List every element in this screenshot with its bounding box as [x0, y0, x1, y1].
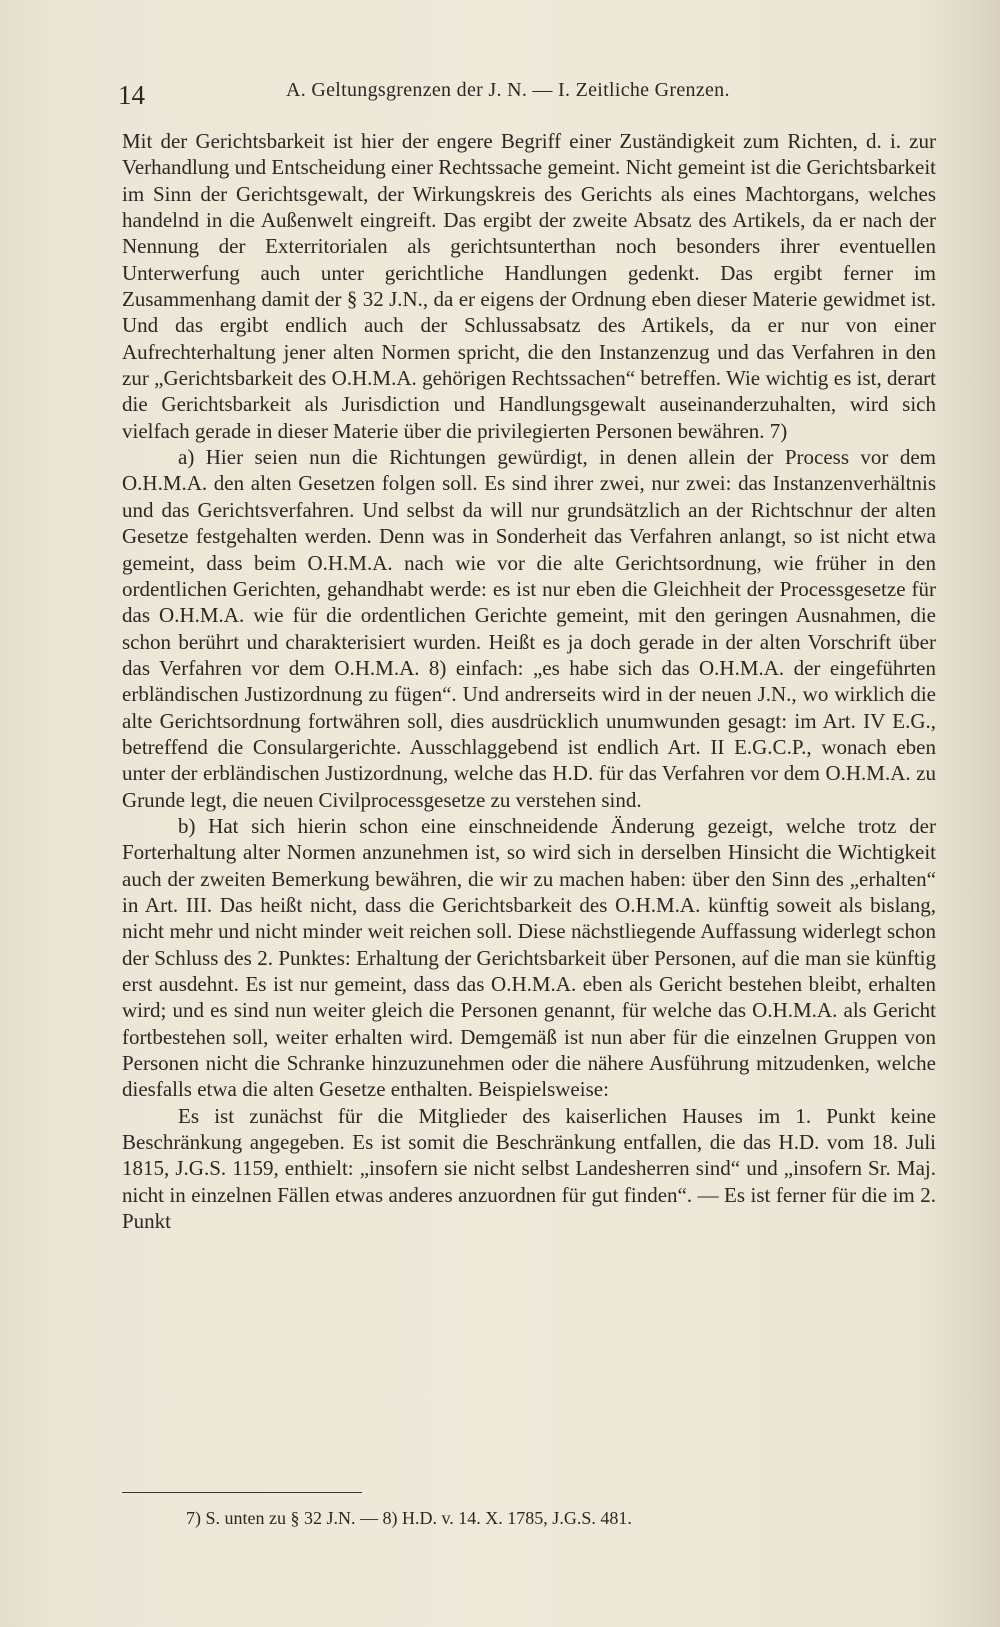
footnotes: 7) S. unten zu § 32 J.N. — 8) H.D. v. 14. X. 1785, J.G.S. 481.: [186, 1508, 632, 1528]
paragraph-3: b) Hat sich hierin schon eine einschneidende Änderung gezeigt, welche trotz der Forterhaltung alter Normen anzunehmen ist, so wird sich in derselben Hinsicht die Wichtigkeit auch der zweiten Bemerkung bewähren, die wir zu machen haben: über den Sinn des „erhalten“ in Art. III. Das heißt nicht, dass die Gerichtsbarkeit des O.H.M.A. künftig soweit als bislang, nicht mehr und nicht minder weit reichen soll. Diese nächstliegende Auffassung widerlegt schon der Schluss des 2. Punktes: Erhaltung der Gerichtsbarkeit über Personen, auf die man sie künftig erst ausdehnt. Es ist nur gemeint, dass das O.H.M.A. eben als Gericht bestehen bleibt, erhalten wird; und es sind nun weiter gleich die Personen genannt, für welche das O.H.M.A. als Gericht fortbestehen soll, weiter erhalten wird. Demgemäß ist nun aber für die einzelnen Gruppen von Personen nicht die Schranke hinzuzunehmen oder die nähere Ausführung mitzudenken, welche diesfalls etwa die alten Gesetze enthalten. Beispielsweise:: [122, 813, 936, 1102]
paragraph-4: Es ist zunächst für die Mitglieder des kaiserlichen Hauses im 1. Punkt keine Beschränkung angegeben. Es ist somit die Beschränkung entfallen, die das H.D. vom 18. Juli 1815, J.G.S. 1159, enthielt: „insofern sie nicht selbst Landesherren sind“ und „insofern Sr. Maj. nicht in einzelnen Fällen etwas anderes anzuordnen für gut finden“. — Es ist ferner für die im 2. Punkt: [122, 1103, 936, 1234]
page-number: 14: [118, 80, 145, 110]
paragraph-2: a) Hier seien nun die Richtungen gewürdigt, in denen allein der Process vor dem O.H.M.A. den alten Gesetzen folgen soll. Es sind ihrer zwei, nur zwei: das Instanzenverhältnis und das Gerichtsverfahren. Und selbst da will nur grundsätzlich an der Richtschnur der alten Gesetze festgehalten werden. Denn was in Sonderheit das Verfahren anlangt, so ist nicht etwa gemeint, dass beim O.H.M.A. nach wie vor die alte Gerichtsordnung, wie früher in den ordentlichen Gerichten, gehandhabt werde: es ist nur eben die Gleichheit der Processgesetze für das O.H.M.A. wie für die ordentlichen Gerichte gemeint, mit den geringen Ausnahmen, die schon berührt und charakterisiert wurden. Heißt es ja doch gerade in der alten Vorschrift über das Verfahren vor dem O.H.M.A. 8) einfach: „es habe sich das O.H.M.A. der eingeführten erbländischen Justizordnung zu fügen“. Und andrerseits wird in der neuen J.N., wo wirklich die alte Gerichtsordnung fortwähren soll, dies ausdrücklich unumwunden gesagt: im Art. IV E.G., betreffend die Consulargerichte. Ausschlaggebend ist endlich Art. II E.G.C.P., wonach eben unter der erbländischen Justizordnung, welche das H.D. für das Verfahren vor dem O.H.M.A. zu Grunde legt, die neuen Civilprocessgesetze zu verstehen sind.: [122, 445, 936, 812]
footnote-divider: [122, 1492, 362, 1493]
body-text: [122, 128, 936, 1234]
page-header: [118, 76, 938, 110]
running-head: A. Geltungsgrenzen der J. N. — I. Zeitliche Grenzen.: [286, 79, 730, 101]
paragraph-1: Mit der Gerichtsbarkeit ist hier der engere Begriff einer Zuständigkeit zum Richten, d. i. zur Verhandlung und Entscheidung einer Rechtssache gemeint. Nicht gemeint ist die Gerichtsbarkeit im Sinn der Gerichtsgewalt, der Wirkungskreis des Gerichts als eines Machtorgans, welches handelnd in die Außenwelt eingreift. Das ergibt der zweite Absatz des Artikels, da er nach der Nennung der Exterritorialen als gerichtsunterthan noch besonders ihrer eventuellen Unterwerfung auch unter gerichtliche Handlungen gedenkt. Das ergibt ferner im Zusammenhang damit der § 32 J.N., da er eigens der Ordnung eben dieser Materie gewidmet ist. Und das ergibt endlich auch der Schlussabsatz des Artikels, da er nur von einer Aufrechterhaltung jener alten Normen spricht, die den Instanzenzug und das Verfahren in den zur „Gerichtsbarkeit des O.H.M.A. gehörigen Rechtssachen“ betreffen. Wie wichtig es ist, derart die Gerichtsbarkeit als Jurisdiction und Handlungsgewalt auseinanderzuhalten, wird sich vielfach gerade in dieser Materie über die privilegierten Personen bewähren. 7): [122, 129, 936, 443]
